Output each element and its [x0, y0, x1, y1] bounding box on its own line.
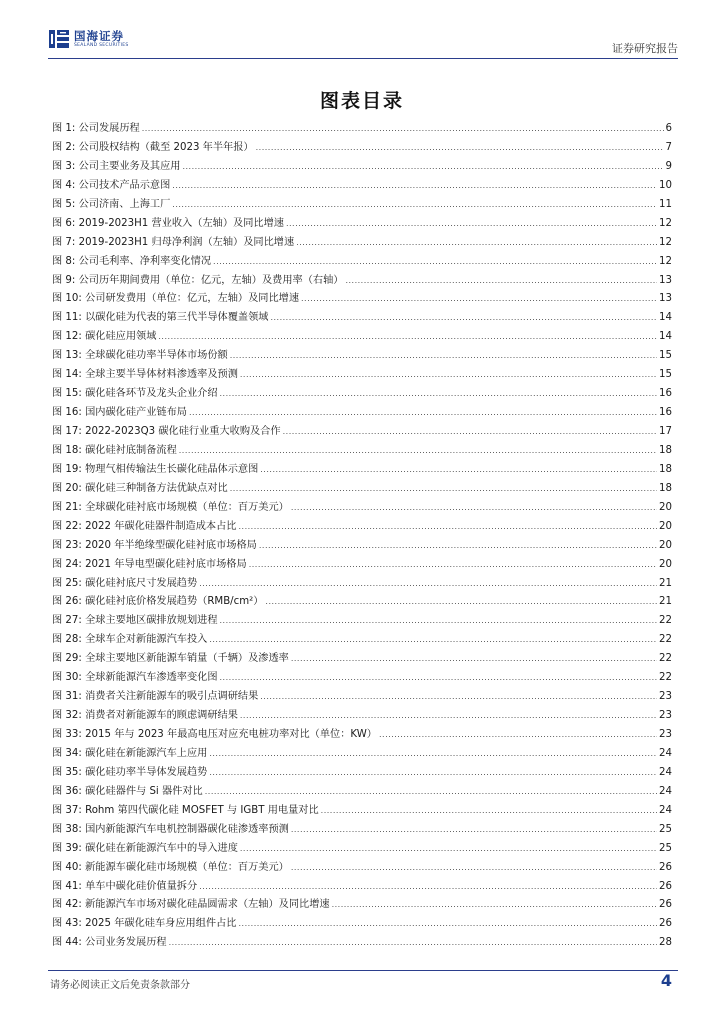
toc-dot-leader [249, 556, 657, 575]
toc-entry-label: 图 27: [52, 615, 82, 627]
toc-dot-leader [169, 934, 657, 953]
logo-chinese-text: 国海证券 [74, 28, 124, 43]
toc-entry-label: 图 35: [52, 766, 82, 778]
footer-divider [48, 970, 678, 971]
toc-entry-label: 图 32: [52, 710, 82, 722]
toc-entry-page: 26 [659, 899, 672, 911]
toc-dot-leader [179, 442, 657, 461]
toc-entry-title: 公司历年期间费用（单位：亿元，左轴）及费用率（右轴） [78, 274, 344, 286]
toc-entry[interactable] [52, 234, 672, 253]
toc-entry-label: 图 26: [52, 596, 82, 608]
toc-entry-page: 12 [659, 236, 672, 248]
toc-entry-title: 国内碳化硅产业链布局 [85, 407, 187, 419]
toc-entry[interactable] [52, 669, 672, 688]
toc-dot-leader [345, 272, 657, 291]
page-header [48, 28, 678, 58]
toc-entry-page: 13 [659, 274, 672, 286]
toc-entry[interactable] [52, 612, 672, 631]
toc-entry-title: 2022-2023Q3 碳化硅行业重大收购及合作 [85, 426, 281, 437]
toc-entry-title: 2019-2023H1 归母净利润（左轴）及同比增速 [78, 236, 295, 248]
toc-entry-title: 公司业务发展历程 [85, 937, 167, 949]
toc-entry[interactable] [52, 404, 672, 423]
toc-entry[interactable] [52, 272, 672, 291]
toc-entry-label: 图 4: [52, 179, 76, 191]
toc-entry[interactable] [52, 821, 672, 840]
toc-entry[interactable] [52, 328, 672, 347]
page-title: 图表目录 [319, 90, 404, 112]
toc-dot-leader [230, 347, 657, 366]
toc-dot-leader [379, 726, 657, 745]
toc-entry[interactable] [52, 556, 672, 575]
toc-dot-leader [260, 461, 657, 480]
toc-entry-label: 图 15: [52, 388, 82, 400]
toc-entry-title: 公司济南、上海工厂 [78, 198, 171, 210]
toc-entry-label: 图 22: [52, 520, 82, 532]
toc-entry-label: 图 25: [52, 577, 82, 589]
toc-dot-leader [240, 366, 657, 385]
toc-dot-leader [283, 423, 657, 442]
toc-entry-label: 图 20: [52, 482, 82, 494]
toc-entry-label: 图 34: [52, 747, 82, 759]
toc-entry-title: 单车中碳化硅价值量拆分 [85, 880, 198, 892]
toc-dot-leader [259, 537, 657, 556]
toc-entry-title: 碳化硅衬底价格发展趋势（RMB/cm²） [85, 596, 264, 608]
toc-entry-title: 碳化硅衬底制备流程 [85, 444, 177, 456]
toc-entry[interactable] [52, 915, 672, 934]
toc-entry[interactable] [52, 688, 672, 707]
toc-entry-page: 22 [659, 653, 672, 665]
toc-entry-title: 公司毛利率、净利率变化情况 [78, 255, 212, 267]
toc-entry-label: 图 8: [52, 255, 76, 267]
toc-entry-title: 碳化硅三种制备方法优缺点对比 [85, 482, 228, 494]
toc-dot-leader [209, 631, 657, 650]
toc-entry-title: 消费者关注新能源车的吸引点调研结果 [85, 691, 259, 703]
toc-dot-leader [189, 404, 657, 423]
toc-entry-page: 16 [659, 388, 672, 400]
toc-entry[interactable] [52, 423, 672, 442]
toc-dot-leader [158, 328, 657, 347]
toc-entry-page: 24 [659, 804, 672, 816]
toc-entry-page: 20 [659, 501, 672, 513]
toc-entry-title: 以碳化硅为代表的第三代半导体覆盖领域 [85, 312, 269, 324]
toc-dot-leader [260, 688, 657, 707]
toc-entry-title: 全球主要地区新能源车销量（千辆）及渗透率 [85, 653, 289, 665]
toc-entry-label: 图 1: [52, 123, 76, 134]
toc-entry[interactable] [52, 726, 672, 745]
toc-dot-leader [209, 745, 657, 764]
toc-entry-label: 图 33: [52, 729, 82, 740]
toc-entry-title: 2015 年与 2023 年最高电压对应充电桩功率对比（单位：KW） [85, 729, 377, 740]
toc-dot-leader [265, 593, 657, 612]
toc-entry-page: 20 [659, 520, 672, 532]
disclaimer-note: 请务必阅读正文后免责条款部分 [50, 980, 190, 991]
toc-entry-title: 2025 年碳化硅车身应用组件占比 [85, 918, 237, 930]
toc-entry[interactable] [52, 139, 672, 158]
toc-entry-title: 新能源汽车市场对碳化硅晶圆需求（左轴）及同比增速 [85, 899, 330, 911]
toc-entry-title: 2019-2023H1 营业收入（左轴）及同比增速 [78, 217, 284, 229]
toc-entry-title: 碳化硅在新能源汽车上应用 [85, 747, 208, 759]
toc-entry-label: 图 17: [52, 426, 82, 437]
toc-dot-leader [205, 783, 657, 802]
toc-dot-leader [172, 177, 657, 196]
toc-dot-leader [239, 915, 658, 934]
toc-entry-page: 23 [659, 710, 672, 722]
toc-entry-page: 26 [659, 880, 672, 892]
toc-entry-page: 24 [659, 747, 672, 759]
toc-dot-leader [209, 764, 657, 783]
toc-entry-label: 图 29: [52, 653, 82, 665]
toc-entry-label: 图 42: [52, 899, 82, 911]
toc-entry-label: 图 30: [52, 672, 82, 684]
toc-entry-page: 13 [659, 293, 672, 305]
toc-entry-title: 公司发展历程 [78, 123, 140, 134]
toc-entry-title: 碳化硅应用领域 [85, 331, 157, 343]
toc-dot-leader [172, 196, 657, 215]
toc-entry-page: 23 [659, 691, 672, 703]
toc-entry[interactable] [52, 366, 672, 385]
toc-entry-page: 18 [659, 482, 672, 494]
toc-entry[interactable] [52, 385, 672, 404]
toc-entry-label: 图 39: [52, 842, 82, 854]
toc-entry[interactable] [52, 518, 672, 537]
header-divider [48, 58, 678, 59]
toc-entry-label: 图 38: [52, 823, 82, 835]
toc-entry-page: 15 [659, 369, 672, 381]
toc-entry-label: 图 37: [52, 804, 82, 816]
toc-entry-page: 18 [659, 463, 672, 475]
toc-entry-title: 全球碳化硅功率半导体市场份额 [85, 350, 228, 362]
toc-entry[interactable] [52, 840, 672, 859]
toc-dot-leader [240, 840, 657, 859]
toc-entry-page: 22 [659, 672, 672, 684]
toc-dot-leader [220, 669, 658, 688]
toc-dot-leader [270, 309, 657, 328]
toc-dot-leader [142, 120, 664, 139]
toc-entry-page: 26 [659, 861, 672, 873]
toc-entry-page: 22 [659, 615, 672, 627]
toc-entry-page: 26 [659, 918, 672, 930]
toc-entry-label: 图 19: [52, 463, 82, 475]
toc-entry[interactable] [52, 347, 672, 366]
toc-entry-title: 碳化硅器件与 Si 器件对比 [85, 785, 203, 797]
toc-dot-leader [291, 499, 657, 518]
toc-entry-title: 碳化硅各环节及龙头企业介绍 [85, 388, 218, 400]
toc-entry-title: 消费者对新能源车的顾虑调研结果 [85, 710, 238, 722]
toc-entry-label: 图 16: [52, 407, 82, 419]
toc-entry-label: 图 43: [52, 918, 82, 930]
toc-entry[interactable] [52, 215, 672, 234]
toc-entry-label: 图 2: [52, 141, 76, 153]
toc-entry-label: 图 31: [52, 691, 82, 703]
toc-entry[interactable] [52, 878, 672, 897]
toc-entry-page: 21 [659, 577, 672, 589]
toc-entry-title: 新能源车碳化硅市场规模（单位：百万美元） [85, 861, 289, 873]
toc-dot-leader [220, 612, 658, 631]
toc-entry-label: 图 5: [52, 198, 76, 210]
toc-dot-leader [220, 385, 658, 404]
toc-entry-page: 11 [659, 198, 672, 210]
toc-entry[interactable] [52, 120, 672, 139]
toc-entry-page: 14 [659, 331, 672, 343]
toc-entry-label: 图 3: [52, 160, 76, 172]
toc-entry-label: 图 6: [52, 217, 76, 229]
toc-entry-page: 6 [665, 123, 672, 134]
toc-entry[interactable] [52, 461, 672, 480]
toc-entry[interactable] [52, 707, 672, 726]
toc-entry-label: 图 18: [52, 444, 82, 456]
toc-entry-page: 16 [659, 407, 672, 419]
toc-dot-leader [256, 139, 664, 158]
toc-entry[interactable] [52, 253, 672, 272]
toc-entry-page: 17 [659, 426, 672, 437]
toc-dot-leader [286, 215, 657, 234]
toc-entry-page: 18 [659, 444, 672, 456]
toc-entry-title: 公司股权结构（截至 2023 年半年报） [78, 141, 254, 153]
toc-entry[interactable] [52, 896, 672, 915]
toc-entry[interactable] [52, 537, 672, 556]
page-number: 4 [660, 971, 672, 990]
toc-entry-label: 图 11: [52, 312, 82, 324]
toc-entry-title: 全球新能源汽车渗透率变化图 [85, 672, 218, 684]
figure-toc-list [52, 120, 672, 953]
toc-entry-title: 国内新能源汽车电机控制器碳化硅渗透率预测 [85, 823, 289, 835]
toc-entry-label: 图 12: [52, 331, 82, 343]
toc-entry-title: 物理气相传输法生长碳化硅晶体示意图 [85, 463, 259, 475]
toc-entry-page: 22 [659, 634, 672, 646]
toc-entry-title: 公司主要业务及其应用 [78, 160, 181, 172]
toc-entry-page: 23 [659, 729, 672, 740]
toc-dot-leader [240, 707, 657, 726]
toc-entry-title: 2020 年半绝缘型碳化硅衬底市场格局 [85, 539, 257, 551]
toc-entry-title: 公司技术产品示意图 [78, 179, 171, 191]
toc-entry-page: 12 [659, 217, 672, 229]
toc-entry[interactable] [52, 309, 672, 328]
toc-entry[interactable] [52, 631, 672, 650]
toc-dot-leader [296, 234, 657, 253]
toc-dot-leader [239, 518, 658, 537]
toc-entry-label: 图 40: [52, 861, 82, 873]
toc-entry[interactable] [52, 442, 672, 461]
toc-dot-leader [182, 158, 663, 177]
toc-entry-page: 9 [665, 160, 672, 172]
toc-entry-page: 28 [659, 937, 672, 949]
toc-dot-leader [332, 896, 657, 915]
toc-entry-page: 25 [659, 823, 672, 835]
toc-dot-leader [301, 290, 657, 309]
toc-entry-label: 图 13: [52, 350, 82, 362]
toc-dot-leader [321, 802, 657, 821]
toc-entry-title: 碳化硅衬底尺寸发展趋势 [85, 577, 198, 589]
toc-entry-label: 图 28: [52, 634, 82, 646]
toc-entry-page: 20 [659, 539, 672, 551]
toc-entry-page: 12 [659, 255, 672, 267]
toc-entry-page: 14 [659, 312, 672, 324]
toc-entry-title: Rohm 第四代碳化硅 MOSFET 与 IGBT 用电量对比 [85, 804, 319, 816]
toc-entry-page: 10 [659, 179, 672, 191]
toc-entry[interactable] [52, 499, 672, 518]
toc-dot-leader [230, 480, 657, 499]
toc-entry[interactable] [52, 650, 672, 669]
toc-entry[interactable] [52, 934, 672, 953]
toc-entry[interactable] [52, 802, 672, 821]
toc-entry-title: 全球碳化硅衬底市场规模（单位：百万美元） [85, 501, 289, 513]
toc-entry-page: 20 [659, 558, 672, 570]
report-type-label: 证券研究报告 [612, 42, 678, 55]
company-logo [48, 28, 129, 50]
toc-entry[interactable] [52, 480, 672, 499]
toc-entry-title: 公司研发费用（单位：亿元，左轴）及同比增速 [85, 293, 300, 305]
toc-dot-leader [213, 253, 657, 272]
toc-dot-leader [291, 650, 657, 669]
toc-entry-label: 图 7: [52, 236, 76, 248]
toc-entry[interactable] [52, 196, 672, 215]
toc-dot-leader [199, 878, 657, 897]
toc-dot-leader [199, 575, 657, 594]
toc-entry-label: 图 10: [52, 293, 82, 305]
logo-english-text: SEALAND SECURITIES [74, 42, 129, 48]
toc-entry-label: 图 44: [52, 937, 82, 949]
toc-entry-page: 15 [659, 350, 672, 362]
toc-dot-leader [291, 821, 657, 840]
toc-entry-title: 碳化硅在新能源汽车中的导入进度 [85, 842, 238, 854]
toc-entry-title: 全球车企对新能源汽车投入 [85, 634, 208, 646]
toc-entry-label: 图 9: [52, 274, 76, 286]
toc-entry-label: 图 21: [52, 501, 82, 513]
toc-entry[interactable] [52, 575, 672, 594]
toc-entry[interactable] [52, 859, 672, 878]
toc-entry-label: 图 41: [52, 880, 82, 892]
toc-entry[interactable] [52, 290, 672, 309]
toc-entry-title: 2022 年碳化硅器件制造成本占比 [85, 520, 237, 532]
toc-entry-title: 2021 年导电型碳化硅衬底市场格局 [85, 558, 247, 570]
toc-dot-leader [291, 859, 657, 878]
toc-entry-title: 碳化硅功率半导体发展趋势 [85, 766, 208, 778]
toc-entry-page: 24 [659, 766, 672, 778]
toc-entry[interactable] [52, 783, 672, 802]
toc-entry-page: 7 [665, 141, 672, 153]
toc-entry-title: 全球主要地区碳排放规划进程 [85, 615, 218, 627]
toc-entry-page: 24 [659, 785, 672, 797]
toc-entry-label: 图 36: [52, 785, 82, 797]
toc-entry[interactable] [52, 158, 672, 177]
toc-entry-label: 图 24: [52, 558, 82, 570]
toc-entry[interactable] [52, 745, 672, 764]
toc-entry[interactable] [52, 593, 672, 612]
toc-entry-title: 全球主要半导体材料渗透率及预测 [85, 369, 238, 381]
toc-entry[interactable] [52, 764, 672, 783]
toc-entry-page: 25 [659, 842, 672, 854]
toc-entry-page: 21 [659, 596, 672, 608]
toc-entry-label: 图 14: [52, 369, 82, 381]
toc-entry[interactable] [52, 177, 672, 196]
toc-entry-label: 图 23: [52, 539, 82, 551]
sealand-logo-icon [48, 28, 70, 50]
